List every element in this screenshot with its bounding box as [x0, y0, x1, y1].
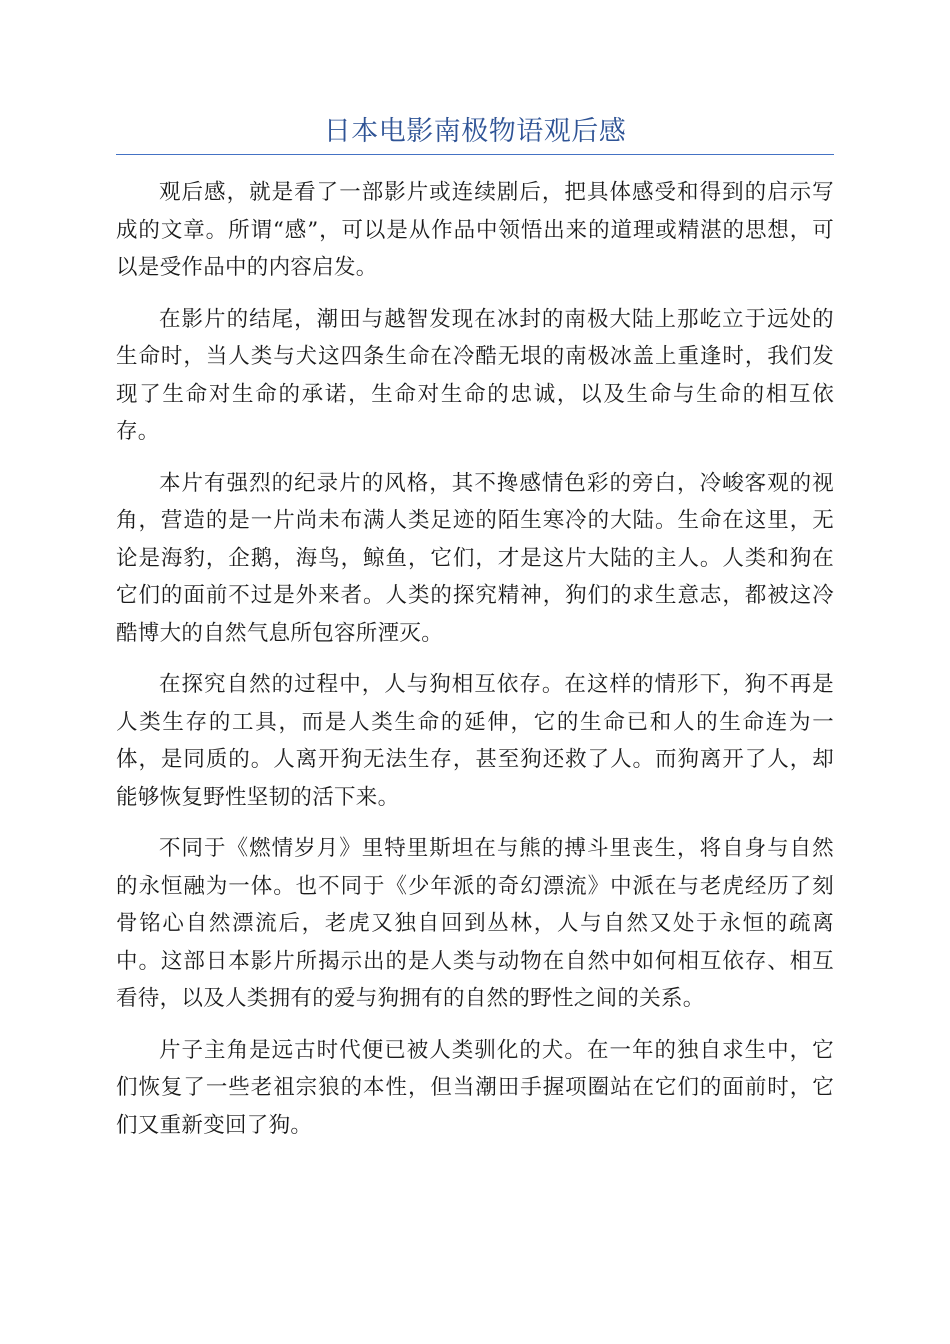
paragraph-film-comparison: 不同于《燃情岁月》里特里斯坦在与熊的搏斗里丧生，将自身与自然的永恒融为一体。也不同于《少年派的奇幻漂流》中派在与老虎经历了刻骨铭心自然漂流后，老虎又独自回到丛林，人与自然又处于永恒的疏离中。这部日本影片所揭示出的是人类与动物在自然中如何相互依存、相互看待，以及人类拥有的爱与狗拥有的自然的野性之间的关系。 — [116, 836, 834, 1011]
paragraph-interdependence: 在探究自然的过程中，人与狗相互依存。在这样的情形下，狗不再是人类生存的工具，而是人类生命的延伸，它的生命已和人的生命连为一体，是同质的。人离开狗无法生存，甚至狗还救了人。而狗离开了人，却能够恢复野性坚韧的活下来。 — [116, 672, 834, 810]
document-body — [116, 174, 834, 1158]
paragraph-intro: 观后感，就是看了一部影片或连续剧后，把具体感受和得到的启示写成的文章。所谓“感”，可以是从作品中领悟出来的道理或精湛的思想，可以是受作品中的内容启发。 — [116, 180, 834, 280]
title-divider — [116, 154, 834, 155]
document-title: 日本电影南极物语观后感 — [323, 116, 627, 147]
paragraph-ending-scene: 在影片的结尾，潮田与越智发现在冰封的南极大陆上那屹立于远处的生命时，当人类与犬这四条生命在冷酷无垠的南极冰盖上重逢时，我们发现了生命对生命的承诺，生命对生命的忠诚，以及生命与生命的相互依存。 — [116, 306, 834, 444]
paragraph-dogs-protagonist: 片子主角是远古时代便已被人类驯化的犬。在一年的独自求生中，它们恢复了一些老祖宗狼的本性，但当潮田手握项圈站在它们的面前时，它们又重新变回了狗。 — [116, 1037, 834, 1138]
paragraph-documentary-style: 本片有强烈的纪录片的风格，其不搀感情色彩的旁白，冷峻客观的视角，营造的是一片尚未布满人类足迹的陌生寒冷的大陆。生命在这里，无论是海豹，企鹅，海鸟，鲸鱼，它们，才是这片大陆的主人。人类和狗在它们的面前不过是外来者。人类的探究精神，狗们的求生意志，都被这冷酷博大的自然气息所包容所湮灭。 — [116, 470, 834, 646]
